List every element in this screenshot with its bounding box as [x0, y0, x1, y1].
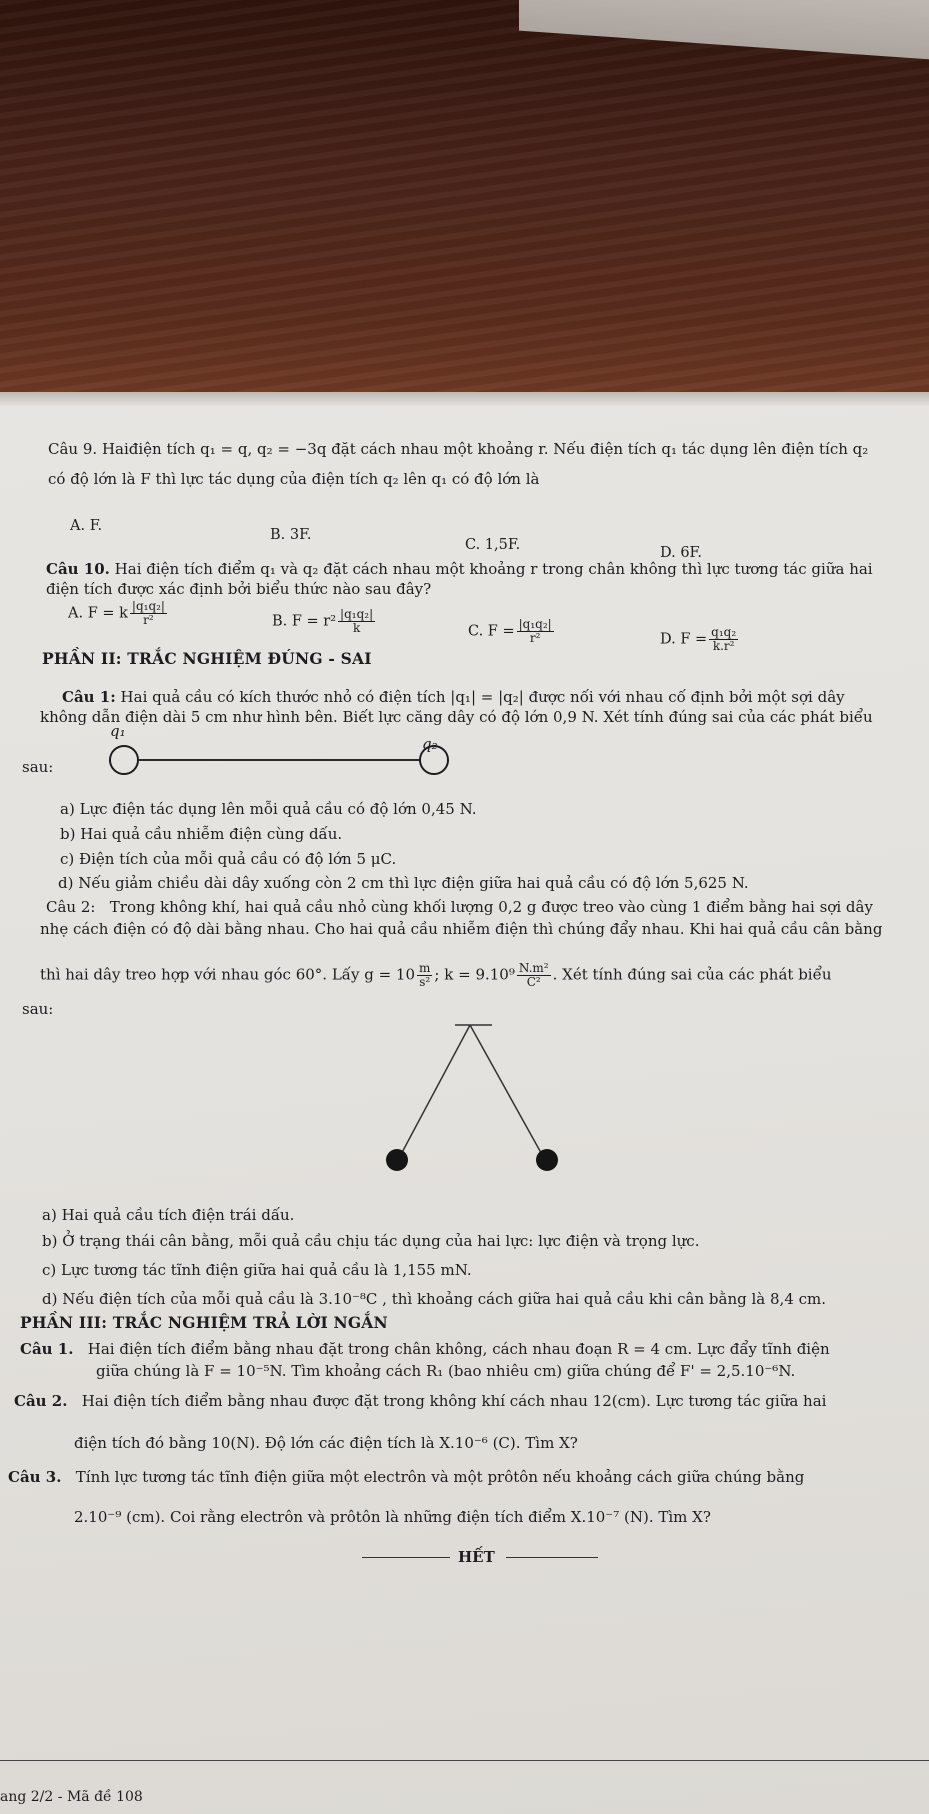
q10-option-a: A. F = k $\frac{\text{|q₁q₂|}}{\text{r²}}$ — [68, 599, 165, 627]
ball-left — [386, 1149, 408, 1171]
p3-c2-text2: điện tích đó bằng 10(N). Độ lớn các điện tích là X.10⁻⁶ (C). Tìm X? — [74, 1434, 578, 1452]
p3-c1-text1: Hai điện tích điểm bằng nhau đặt trong chân không, cách nhau đoạn R = 4 cm. Lực đẩy tĩnh điện — [87, 1340, 830, 1358]
fraction: $\frac{\text{N.m²}}{\text{C²}}$ — [518, 961, 549, 989]
q9-text1: Haiđiện tích q₁ = q, q₂ = −3q đặt cách nhau một khoảng r. Nếu điện tích q₁ tác dụng lên điện tích q₂ — [101, 440, 869, 458]
fraction: $\frac{\text{|q₁q₂|}}{\text{r²}}$ — [518, 617, 552, 645]
p2-c2-a: a) Hai quả cầu tích điện trái dấu. — [42, 1206, 295, 1224]
end-marker: HẾT — [458, 1548, 495, 1566]
fraction: $\frac{\text{q₁q₂}}{\text{k.r²}}$ — [711, 625, 737, 653]
q9-option-c: C. 1,5F. — [465, 537, 521, 553]
p3-c2-label: Câu 2. — [14, 1392, 68, 1410]
p2-c1-label: Câu 1: — [62, 688, 116, 706]
q9-label: Câu 9. — [48, 440, 98, 458]
p2-c1-a: a) Lực điện tác dụng lên mỗi quả cầu có độ lớn 0,45 N. — [60, 800, 477, 818]
p3-c3-text2: 2.10⁻⁹ (cm). Coi rằng electrôn và prôtôn là những điện tích điểm X.10⁻⁷ (N). Tìm X? — [74, 1508, 711, 1526]
q10-option-c: C. F = $\frac{\text{|q₁q₂|}}{\text{r²}}$ — [468, 617, 552, 645]
p3-c2-line1 — [14, 1392, 826, 1410]
q10-text1: Hai điện tích điểm q₁ và q₂ đặt cách nhau một khoảng r trong chân không thì lực tương tác giữa hai — [114, 560, 873, 578]
q9-option-a: A. F. — [70, 518, 103, 534]
p2-c1-text1: Hai quả cầu có kích thước nhỏ có điện tích |q₁| = |q₂| được nối với nhau cố định bởi một sợi dây — [120, 688, 845, 706]
fig-q2-label: q₂ — [422, 735, 438, 753]
p2-c1-d: d) Nếu giảm chiều dài dây xuống còn 2 cm thì lực điện giữa hai quả cầu có độ lớn 5,625 N. — [58, 874, 749, 892]
q10-option-b: B. F = r² $\frac{\text{|q₁q₂|}}{k}$ — [272, 607, 374, 635]
q9-text2: có độ lớn là F thì lực tác dụng của điện tích q₂ lên q₁ có độ lớn là — [48, 470, 540, 488]
part3-title: PHẦN III: TRẮC NGHIỆM TRẢ LỜI NGẮN — [20, 1313, 388, 1332]
p3-c1-label: Câu 1. — [20, 1340, 74, 1358]
fraction: $\frac{\text{|q₁q₂|}}{k}$ — [340, 607, 374, 635]
q10-option-d: D. F = $\frac{\text{q₁q₂}}{\text{k.r²}}$ — [660, 625, 737, 653]
p2-c2-d: d) Nếu điện tích của mỗi quả cầu là 3.10⁻⁸C , thì khoảng cách giữa hai quả cầu khi cân bằng là 8,4 cm. — [42, 1290, 827, 1308]
p2-c1-sau: sau: — [22, 758, 54, 776]
p2-c2-text1: Trong không khí, hai quả cầu nhỏ cùng khối lượng 0,2 g được treo vào cùng 1 điểm bằng hai sợi dây — [109, 898, 873, 916]
p3-c3-text1: Tính lực tương tác tĩnh điện giữa một electrôn và một prôtôn nếu khoảng cách giữa chúng bằng — [75, 1468, 805, 1486]
fraction: $\frac{m}{\text{s²}}$ — [419, 961, 431, 989]
p2-c2-text2: nhẹ cách điện có độ dài bằng nhau. Cho hai quả cầu nhiễm điện thì chúng đẩy nhau. Khi hai quả cầu cân bằng — [40, 920, 883, 938]
ball-right — [536, 1149, 558, 1171]
p2-c2-b: b) Ở trạng thái cân bằng, mỗi quả cầu chịu tác dụng của hai lực: lực điện và trọng lực. — [42, 1232, 700, 1250]
q10-label: Câu 10. — [46, 560, 110, 578]
q9-option-d: D. 6F. — [660, 545, 702, 561]
fraction: $\frac{\text{|q₁q₂|}}{\text{r²}}$ — [131, 599, 165, 627]
q9-option-b: B. 3F. — [270, 527, 312, 543]
p3-c1-text2: giữa chúng là F = 10⁻⁵N. Tìm khoảng cách R₁ (bao nhiêu cm) giữa chúng để F' = 2,5.10⁻⁶N. — [96, 1362, 796, 1380]
page-footer: ang 2/2 - Mã đề 108 — [0, 1789, 143, 1805]
p2-c2-line1 — [46, 898, 873, 916]
p2-c2-c: c) Lực tương tác tĩnh điện giữa hai quả cầu là 1,155 mN. — [42, 1261, 472, 1279]
p2-c2-sau: sau: — [22, 1000, 54, 1018]
string-right — [470, 1025, 545, 1160]
fig-q1-label: q₁ — [110, 722, 126, 740]
q10-text2: điện tích được xác định bởi biểu thức nào sau đây? — [46, 580, 432, 598]
p2-c2-line3: thì hai dây treo hợp với nhau góc 60°. Lấy g = 10 $\frac{m}{\text{s²}}$ ; k = 9.10⁹ $\frac{\text{N.m²}}{\text{C²}}$ . Xét tính đúng sai của các phát biểu — [40, 961, 832, 989]
p3-c2-text1: Hai điện tích điểm bằng nhau được đặt trong không khí cách nhau 12(cm). Lực tương tác giữa hai — [81, 1392, 827, 1410]
p2-c2-label: Câu 2: — [46, 898, 96, 916]
string-left — [398, 1025, 470, 1160]
end-dash-right — [506, 1557, 598, 1558]
footer-rule — [0, 1760, 929, 1761]
p3-c3-line1 — [8, 1468, 804, 1486]
p2-c1-text2: không dẫn điện dài 5 cm như hình bên. Biết lực căng dây có độ lớn 0,9 N. Xét tính đúng sai của các phát biểu — [40, 708, 873, 726]
p2-c1-c: c) Điện tích của mỗi quả cầu có độ lớn 5 μC. — [60, 850, 397, 868]
part2-title: PHẦN II: TRẮC NGHIỆM ĐÚNG - SAI — [42, 649, 372, 668]
p3-c3-label: Câu 3. — [8, 1468, 62, 1486]
end-dash-left — [362, 1557, 450, 1558]
p3-c1-line1 — [20, 1340, 830, 1358]
p2-c1-b: b) Hai quả cầu nhiễm điện cùng dấu. — [60, 825, 343, 843]
charge-q1-ball — [110, 746, 138, 774]
